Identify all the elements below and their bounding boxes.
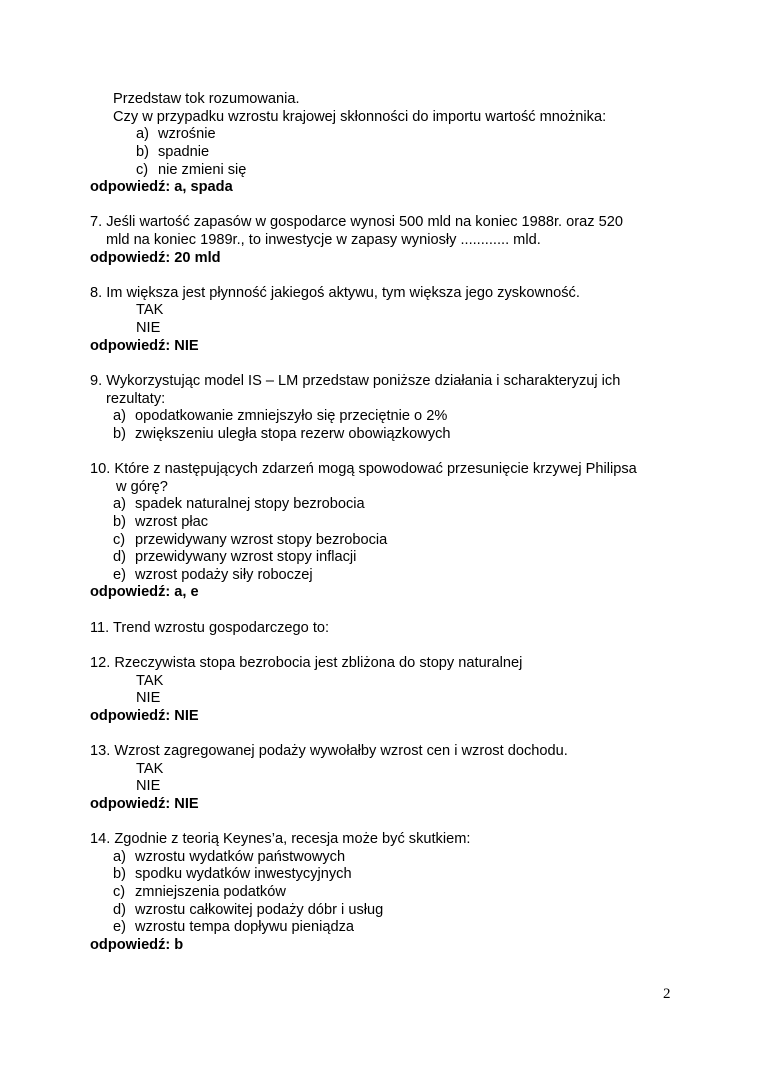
q14-question: 14. Zgodnie z teorią Keynes’a, recesja może być skutkiem: [90, 831, 471, 847]
q13-option-nie: NIE [136, 778, 161, 794]
q14-option-b: b) spodku wydatków inwestycyjnych [113, 866, 352, 882]
q12-option-nie: NIE [136, 690, 161, 706]
page-number: 2 [663, 986, 671, 1002]
q8-option-tak: TAK [136, 302, 164, 318]
q7-line-2: mld na koniec 1989r., to inwestycje w zapasy wyniosły ............ mld. [106, 232, 541, 248]
q10-option-a: a) spadek naturalnej stopy bezrobocia [113, 496, 365, 512]
q10-option-c: c) przewidywany wzrost stopy bezrobocia [113, 532, 388, 548]
q14-option-c: c) zmniejszenia podatków [113, 884, 286, 900]
q14-answer: odpowiedź: b [90, 937, 184, 953]
q10-line-2: w górę? [116, 479, 168, 495]
q9-option-a: a) opodatkowanie zmniejszyło się przeciętnie o 2% [113, 408, 448, 424]
q12-option-tak: TAK [136, 673, 164, 689]
q13-answer: odpowiedź: NIE [90, 796, 199, 812]
q9-line-1: 9. Wykorzystując model IS – LM przedstaw poniższe działania i scharakteryzuj ich [90, 373, 621, 389]
q10-option-b: b) wzrost płac [113, 514, 208, 530]
q8-answer: odpowiedź: NIE [90, 338, 199, 354]
q6-line-1: Przedstaw tok rozumowania. [113, 91, 300, 107]
q12-question: 12. Rzeczywista stopa bezrobocia jest zbliżona do stopy naturalnej [90, 655, 523, 671]
q7-answer: odpowiedź: 20 mld [90, 250, 221, 266]
q8-question: 8. Im większa jest płynność jakiegoś aktywu, tym większa jego zyskowność. [90, 285, 580, 301]
q12-answer: odpowiedź: NIE [90, 708, 199, 724]
q10-option-e: e) wzrost podaży siły roboczej [113, 567, 313, 583]
q13-option-tak: TAK [136, 761, 164, 777]
q10-line-1: 10. Które z następujących zdarzeń mogą spowodować przesunięcie krzywej Philipsa [90, 461, 637, 477]
q8-option-nie: NIE [136, 320, 161, 336]
q14-option-e: e) wzrostu tempa dopływu pieniądza [113, 919, 355, 935]
q7-line-1: 7. Jeśli wartość zapasów w gospodarce wynosi 500 mld na koniec 1988r. oraz 520 [90, 214, 623, 230]
q10-option-d: d) przewidywany wzrost stopy inflacji [113, 549, 357, 565]
q14-option-d: d) wzrostu całkowitej podaży dóbr i usług [113, 902, 384, 918]
q6-option-a: a) wzrośnie [136, 126, 216, 142]
q6-option-c: c) nie zmieni się [136, 162, 247, 178]
q6-answer: odpowiedź: a, spada [90, 179, 233, 195]
q6-option-b: b) spadnie [136, 144, 210, 160]
q9-line-2: rezultaty: [106, 391, 166, 407]
q11-question: 11. Trend wzrostu gospodarczego to: [90, 620, 330, 636]
q6-line-2: Czy w przypadku wzrostu krajowej skłonności do importu wartość mnożnika: [113, 109, 607, 125]
q13-question: 13. Wzrost zagregowanej podaży wywołałby wzrost cen i wzrost dochodu. [90, 743, 568, 759]
q14-option-a: a) wzrostu wydatków państwowych [113, 849, 346, 865]
q9-option-b: b) zwiększeniu uległa stopa rezerw obowiązkowych [113, 426, 451, 442]
q10-answer: odpowiedź: a, e [90, 584, 199, 600]
